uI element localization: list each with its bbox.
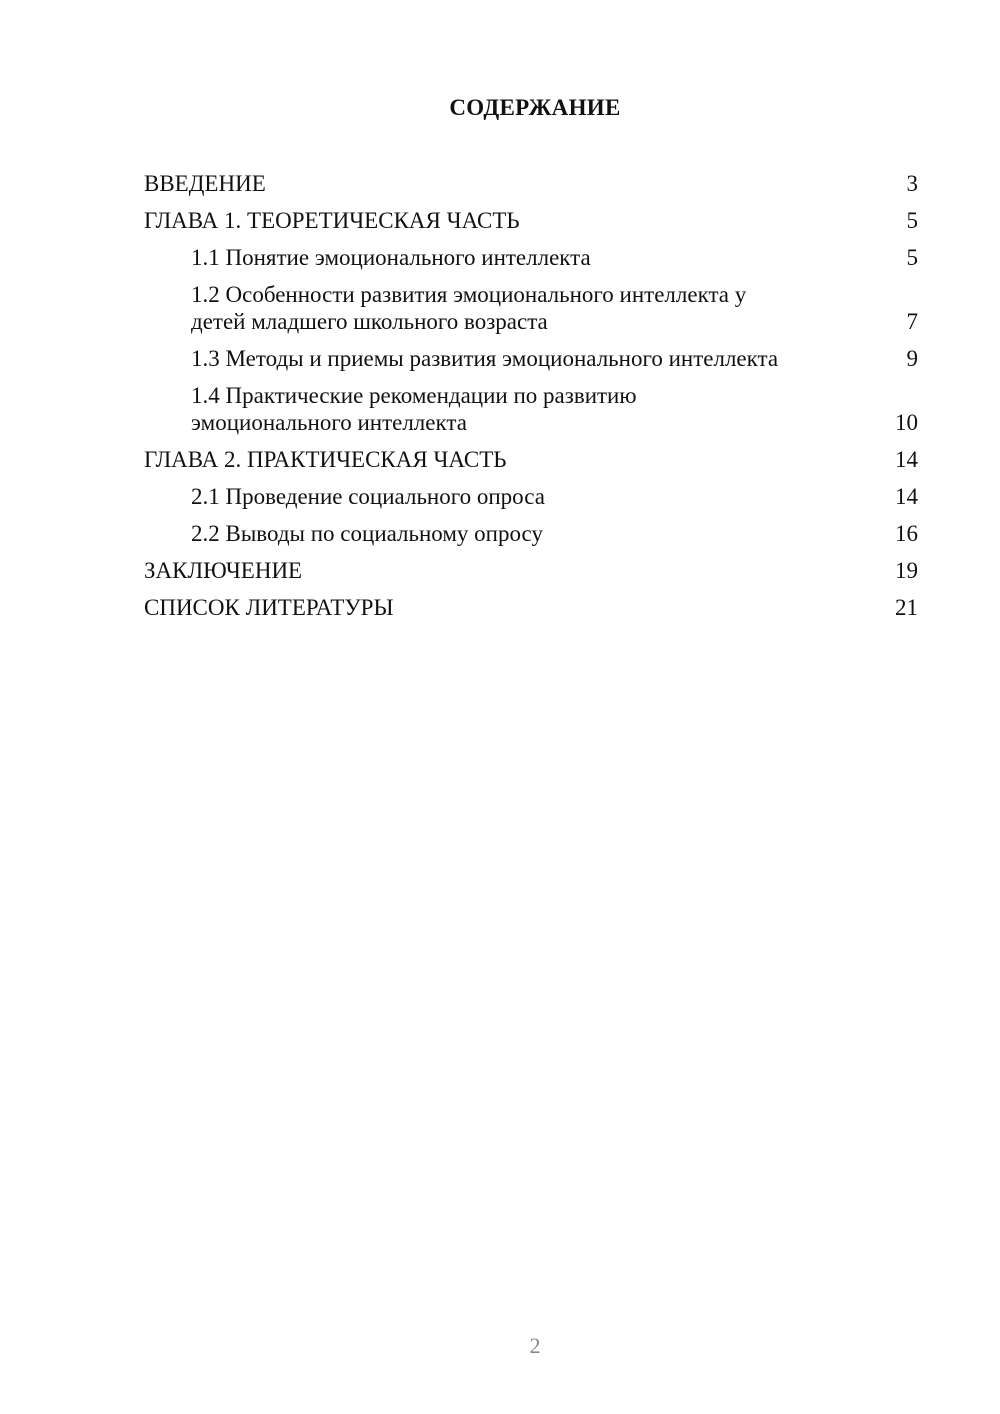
toc-entry-section-1-3[interactable] — [144, 345, 918, 372]
toc-entry-section-1-4[interactable] — [144, 382, 918, 436]
toc-entry-page: 19 — [895, 558, 918, 583]
toc-entry-label: 2.1 Проведение социального опроса — [191, 484, 545, 509]
toc-entry-page: 5 — [906, 208, 918, 233]
toc-entry-label: 1.1 Понятие эмоционального интеллекта — [191, 245, 591, 270]
toc-entry-page: 3 — [906, 171, 918, 196]
toc-entry-introduction[interactable] — [144, 170, 918, 197]
toc-entry-conclusion[interactable] — [144, 557, 918, 584]
toc-title: СОДЕРЖАНИЕ — [449, 95, 621, 120]
toc-entry-section-1-2[interactable] — [144, 281, 918, 335]
toc-entry-page: 7 — [906, 309, 918, 334]
toc-entry-page: 10 — [895, 410, 918, 435]
toc-entry-page: 14 — [895, 447, 918, 472]
toc-entry-section-2-1[interactable] — [144, 483, 918, 510]
toc-entry-label: СПИСОК ЛИТЕРАТУРЫ — [144, 595, 394, 620]
page-number: 2 — [529, 1333, 541, 1358]
toc-entry-section-2-2[interactable] — [144, 520, 918, 547]
toc-entry-page: 5 — [906, 245, 918, 270]
toc-entry-label: ЗАКЛЮЧЕНИЕ — [144, 558, 303, 583]
toc-entry-label: 2.2 Выводы по социальному опросу — [191, 521, 543, 546]
toc-entry-label: 1.4 Практические рекомендации по развитию эмоционального интеллекта — [191, 383, 637, 435]
toc-entry-chapter-1[interactable] — [144, 207, 918, 234]
toc-entry-page: 14 — [895, 484, 918, 509]
table-of-contents — [144, 170, 918, 631]
toc-entry-references[interactable] — [144, 594, 918, 621]
toc-entry-label: 1.3 Методы и приемы развития эмоционального интеллекта — [191, 346, 779, 371]
toc-entry-label: 1.2 Особенности развития эмоционального интеллекта у детей младшего школьного возраста — [191, 282, 747, 334]
toc-entry-label: ГЛАВА 1. ТЕОРЕТИЧЕСКАЯ ЧАСТЬ — [144, 208, 520, 233]
toc-entry-page: 9 — [906, 346, 918, 371]
toc-entry-label: ВВЕДЕНИЕ — [144, 171, 266, 196]
toc-entry-label: ГЛАВА 2. ПРАКТИЧЕСКАЯ ЧАСТЬ — [144, 447, 507, 472]
toc-entry-page: 21 — [895, 595, 918, 620]
toc-entry-section-1-1[interactable] — [144, 244, 918, 271]
toc-entry-page: 16 — [895, 521, 918, 546]
toc-entry-chapter-2[interactable] — [144, 446, 918, 473]
